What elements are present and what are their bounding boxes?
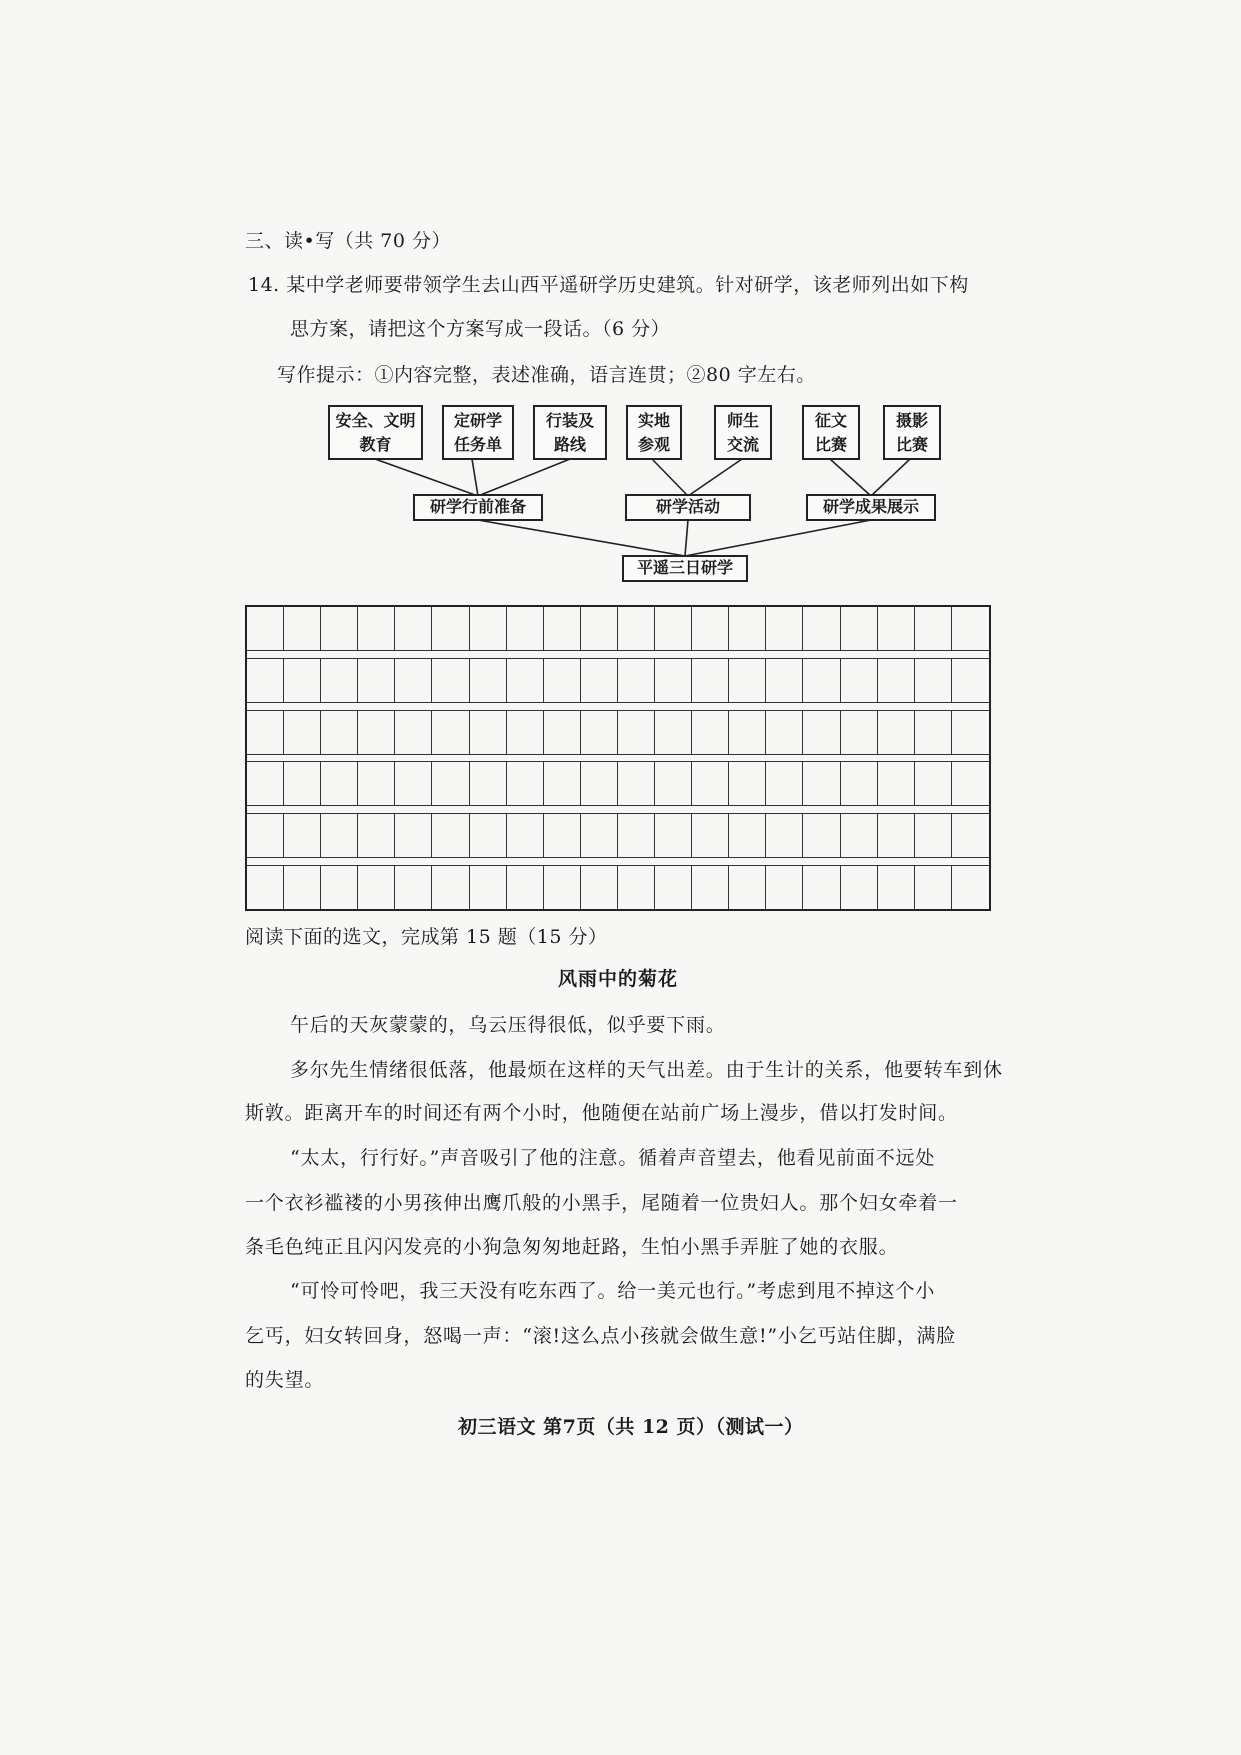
grid-cell[interactable] bbox=[952, 814, 989, 857]
passage-title: 风雨中的菊花 bbox=[558, 968, 679, 990]
grid-cell[interactable] bbox=[729, 711, 766, 754]
grid-cell[interactable] bbox=[507, 762, 544, 805]
passage-line: 午后的天灰蒙蒙的，乌云压得很低，似乎要下雨。 bbox=[290, 1014, 726, 1036]
grid-cell[interactable] bbox=[915, 866, 952, 909]
grid-cell[interactable] bbox=[655, 659, 692, 702]
grid-cell[interactable] bbox=[247, 607, 284, 650]
grid-cell[interactable] bbox=[395, 814, 432, 857]
grid-cell[interactable] bbox=[247, 659, 284, 702]
grid-cell[interactable] bbox=[878, 607, 915, 650]
grid-cell[interactable] bbox=[470, 711, 507, 754]
grid-cell[interactable] bbox=[247, 762, 284, 805]
diagram-group-pre-trip-preparation: 研学行前准备 bbox=[413, 494, 543, 521]
grid-cell[interactable] bbox=[915, 607, 952, 650]
grid-cell[interactable] bbox=[358, 659, 395, 702]
grid-row bbox=[247, 865, 989, 909]
grid-cell[interactable] bbox=[321, 607, 358, 650]
grid-cell[interactable] bbox=[432, 659, 469, 702]
grid-cell[interactable] bbox=[321, 711, 358, 754]
diagram-group-results-showcase: 研学成果展示 bbox=[806, 494, 936, 521]
diagram-group-study-activities: 研学活动 bbox=[625, 494, 751, 521]
diagram-node-task-sheet: 定研学 任务单 bbox=[442, 405, 514, 460]
grid-cell[interactable] bbox=[841, 711, 878, 754]
grid-cell[interactable] bbox=[544, 659, 581, 702]
grid-cell[interactable] bbox=[803, 762, 840, 805]
grid-cell[interactable] bbox=[766, 659, 803, 702]
passage-line: 斯敦。距离开车的时间还有两个小时，他随便在站前广场上漫步，借以打发时间。 bbox=[245, 1102, 958, 1124]
passage-line: “太太，行行好。”声音吸引了他的注意。循着声音望去，他看见前面不远处 bbox=[290, 1147, 936, 1169]
diagram-node-gear-and-route: 行装及 路线 bbox=[533, 405, 607, 460]
passage-line: 乞丐，妇女转回身，怒喝一声：“滚!这么点小孩就会做生意!”小乞丐站住脚，满脸 bbox=[245, 1325, 957, 1347]
grid-cell[interactable] bbox=[803, 607, 840, 650]
grid-row bbox=[247, 658, 989, 703]
grid-cell[interactable] bbox=[581, 814, 618, 857]
passage-line: 一个衣衫褴褛的小男孩伸出鹰爪般的小黑手，尾随着一位贵妇人。那个妇女牵着一 bbox=[245, 1192, 958, 1214]
grid-cell[interactable] bbox=[766, 762, 803, 805]
grid-cell[interactable] bbox=[878, 814, 915, 857]
grid-cell[interactable] bbox=[803, 866, 840, 909]
grid-cell[interactable] bbox=[581, 711, 618, 754]
grid-cell[interactable] bbox=[581, 607, 618, 650]
grid-cell[interactable] bbox=[358, 762, 395, 805]
grid-row bbox=[247, 761, 989, 806]
grid-cell[interactable] bbox=[321, 814, 358, 857]
grid-cell[interactable] bbox=[692, 866, 729, 909]
grid-cell[interactable] bbox=[952, 659, 989, 702]
grid-cell[interactable] bbox=[618, 607, 655, 650]
grid-cell[interactable] bbox=[507, 866, 544, 909]
grid-cell[interactable] bbox=[544, 814, 581, 857]
grid-cell[interactable] bbox=[878, 866, 915, 909]
grid-cell[interactable] bbox=[507, 607, 544, 650]
grid-cell[interactable] bbox=[766, 814, 803, 857]
grid-cell[interactable] bbox=[692, 607, 729, 650]
grid-cell[interactable] bbox=[507, 814, 544, 857]
grid-cell[interactable] bbox=[618, 814, 655, 857]
grid-cell[interactable] bbox=[729, 866, 766, 909]
grid-cell[interactable] bbox=[507, 659, 544, 702]
grid-cell[interactable] bbox=[247, 711, 284, 754]
grid-cell[interactable] bbox=[284, 866, 321, 909]
diagram-node-safety-education: 安全、文明 教育 bbox=[328, 405, 423, 460]
passage-line: 条毛色纯正且闪闪发亮的小狗急匆匆地赶路，生怕小黑手弄脏了她的衣服。 bbox=[245, 1236, 899, 1258]
grid-cell[interactable] bbox=[841, 762, 878, 805]
grid-cell[interactable] bbox=[803, 659, 840, 702]
grid-cell[interactable] bbox=[432, 814, 469, 857]
grid-cell[interactable] bbox=[395, 711, 432, 754]
grid-cell[interactable] bbox=[395, 659, 432, 702]
grid-cell[interactable] bbox=[432, 607, 469, 650]
grid-cell[interactable] bbox=[803, 711, 840, 754]
grid-cell[interactable] bbox=[655, 711, 692, 754]
grid-cell[interactable] bbox=[470, 607, 507, 650]
diagram-node-teacher-student-exchange: 师生 交流 bbox=[714, 405, 772, 460]
grid-cell[interactable] bbox=[618, 762, 655, 805]
grid-cell[interactable] bbox=[878, 711, 915, 754]
grid-cell[interactable] bbox=[544, 866, 581, 909]
grid-cell[interactable] bbox=[470, 659, 507, 702]
grid-cell[interactable] bbox=[284, 814, 321, 857]
question-14-line-2: 思方案，请把这个方案写成一段话。（6 分） bbox=[290, 318, 671, 340]
diagram-node-field-visit: 实地 参观 bbox=[626, 405, 682, 460]
grid-cell[interactable] bbox=[247, 814, 284, 857]
grid-cell[interactable] bbox=[247, 866, 284, 909]
grid-cell[interactable] bbox=[321, 762, 358, 805]
grid-row bbox=[247, 710, 989, 755]
grid-cell[interactable] bbox=[692, 814, 729, 857]
grid-cell[interactable] bbox=[544, 711, 581, 754]
grid-cell[interactable] bbox=[581, 866, 618, 909]
grid-cell[interactable] bbox=[841, 659, 878, 702]
grid-cell[interactable] bbox=[432, 762, 469, 805]
grid-row bbox=[247, 813, 989, 858]
grid-cell[interactable] bbox=[878, 762, 915, 805]
grid-cell[interactable] bbox=[470, 814, 507, 857]
diagram-node-essay-contest: 征文 比赛 bbox=[802, 405, 860, 460]
grid-cell[interactable] bbox=[618, 659, 655, 702]
grid-cell[interactable] bbox=[358, 711, 395, 754]
grid-cell[interactable] bbox=[915, 762, 952, 805]
grid-cell[interactable] bbox=[507, 711, 544, 754]
section-heading: 三、读•写（共 70 分） bbox=[245, 230, 451, 252]
grid-cell[interactable] bbox=[284, 762, 321, 805]
grid-cell[interactable] bbox=[395, 866, 432, 909]
grid-cell[interactable] bbox=[655, 866, 692, 909]
grid-cell[interactable] bbox=[581, 659, 618, 702]
writing-tip: 写作提示：①内容完整，表述准确，语言连贯；②80 字左右。 bbox=[277, 364, 816, 386]
grid-cell[interactable] bbox=[581, 762, 618, 805]
grid-cell[interactable] bbox=[841, 866, 878, 909]
grid-cell[interactable] bbox=[470, 866, 507, 909]
grid-cell[interactable] bbox=[358, 607, 395, 650]
grid-cell[interactable] bbox=[692, 762, 729, 805]
grid-cell[interactable] bbox=[321, 866, 358, 909]
grid-cell[interactable] bbox=[284, 659, 321, 702]
grid-cell[interactable] bbox=[544, 607, 581, 650]
grid-cell[interactable] bbox=[692, 711, 729, 754]
grid-cell[interactable] bbox=[878, 659, 915, 702]
grid-cell[interactable] bbox=[729, 762, 766, 805]
diagram-node-photo-contest: 摄影 比赛 bbox=[883, 405, 941, 460]
grid-cell[interactable] bbox=[618, 866, 655, 909]
diagram-root-three-day-study: 平遥三日研学 bbox=[622, 555, 748, 582]
grid-cell[interactable] bbox=[358, 814, 395, 857]
grid-cell[interactable] bbox=[655, 607, 692, 650]
grid-cell[interactable] bbox=[915, 659, 952, 702]
grid-cell[interactable] bbox=[321, 659, 358, 702]
passage-line: 多尔先生情绪很低落，他最烦在这样的天气出差。由于生计的关系，他要转车到休 bbox=[290, 1059, 1003, 1081]
answer-writing-grid[interactable] bbox=[245, 605, 991, 911]
grid-cell[interactable] bbox=[432, 866, 469, 909]
grid-cell[interactable] bbox=[395, 762, 432, 805]
grid-cell[interactable] bbox=[841, 814, 878, 857]
page-footer: 初三语文 第7页（共 12 页）（测试一） bbox=[458, 1416, 804, 1438]
grid-cell[interactable] bbox=[766, 866, 803, 909]
grid-cell[interactable] bbox=[915, 711, 952, 754]
passage-line: “可怜可怜吧，我三天没有吃东西了。给一美元也行。”考虑到甩不掉这个小 bbox=[290, 1280, 936, 1302]
grid-cell[interactable] bbox=[729, 814, 766, 857]
grid-row bbox=[247, 607, 989, 651]
grid-cell[interactable] bbox=[284, 607, 321, 650]
reading-prompt: 阅读下面的选文，完成第 15 题（15 分） bbox=[245, 926, 608, 948]
grid-cell[interactable] bbox=[729, 607, 766, 650]
grid-cell[interactable] bbox=[432, 711, 469, 754]
grid-cell[interactable] bbox=[544, 762, 581, 805]
grid-cell[interactable] bbox=[655, 762, 692, 805]
grid-cell[interactable] bbox=[803, 814, 840, 857]
grid-cell[interactable] bbox=[729, 659, 766, 702]
grid-cell[interactable] bbox=[618, 711, 655, 754]
grid-cell[interactable] bbox=[952, 711, 989, 754]
passage-line: 的失望。 bbox=[245, 1369, 325, 1391]
grid-cell[interactable] bbox=[952, 762, 989, 805]
grid-cell[interactable] bbox=[841, 607, 878, 650]
question-14-line-1: 14. 某中学老师要带领学生去山西平遥研学历史建筑。针对研学，该老师列出如下构 bbox=[248, 274, 969, 296]
grid-cell[interactable] bbox=[766, 607, 803, 650]
grid-cell[interactable] bbox=[470, 762, 507, 805]
grid-cell[interactable] bbox=[952, 866, 989, 909]
grid-cell[interactable] bbox=[915, 814, 952, 857]
grid-cell[interactable] bbox=[284, 711, 321, 754]
grid-cell[interactable] bbox=[952, 607, 989, 650]
grid-cell[interactable] bbox=[655, 814, 692, 857]
grid-cell[interactable] bbox=[692, 659, 729, 702]
grid-cell[interactable] bbox=[358, 866, 395, 909]
grid-cell[interactable] bbox=[395, 607, 432, 650]
grid-cell[interactable] bbox=[766, 711, 803, 754]
